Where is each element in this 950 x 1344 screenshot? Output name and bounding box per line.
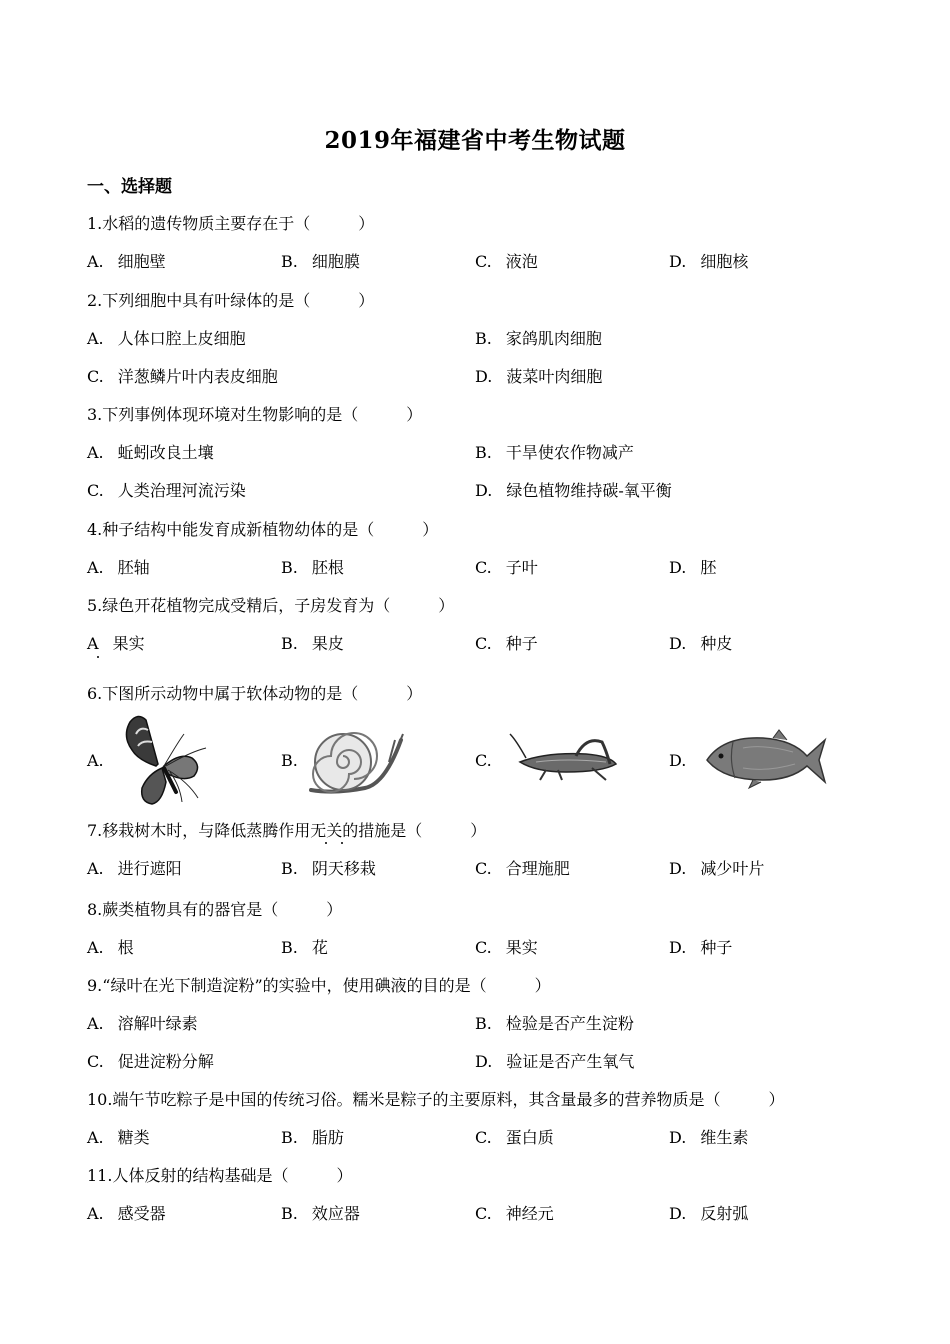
option-letter: D. <box>475 481 493 500</box>
option-text: 检验是否产生淀粉 <box>505 1014 634 1033</box>
option-text: 合理施肥 <box>505 859 570 878</box>
option-letter: C. <box>475 938 492 957</box>
option-letter: A. <box>87 1128 104 1147</box>
question-2-option-c[interactable] <box>87 364 278 387</box>
option-letter: A <box>87 634 99 653</box>
option-letter: D. <box>669 1204 687 1223</box>
question-8: 8.蕨类植物具有的器官是（ ） <box>87 900 343 919</box>
option-text: 糖类 <box>117 1128 150 1147</box>
option-text: 干旱使农作物减产 <box>505 443 634 462</box>
question-6: 6.下图所示动物中属于软体动物的是（ ） <box>87 684 423 703</box>
option-text: 细胞壁 <box>117 252 166 271</box>
question-9-option-c[interactable] <box>87 1049 214 1072</box>
option-letter: B. <box>281 558 298 577</box>
emphasis-dot <box>341 842 343 844</box>
option-letter: C. <box>87 367 104 386</box>
question-6-option-c[interactable] <box>475 751 506 770</box>
section-heading: 一、选择题 <box>87 177 172 197</box>
option-letter: C. <box>475 751 492 770</box>
option-text: 促进淀粉分解 <box>117 1052 214 1071</box>
question-3-option-a[interactable] <box>87 440 214 463</box>
butterfly-icon <box>118 712 213 807</box>
option-letter: D. <box>669 634 687 653</box>
option-text: 细胞核 <box>700 252 749 271</box>
option-letter: D. <box>669 1128 687 1147</box>
option-text: 细胞膜 <box>311 252 360 271</box>
question-10-option-d[interactable] <box>669 1125 748 1148</box>
question-2-option-b[interactable] <box>475 326 602 349</box>
option-text: 种子 <box>505 634 538 653</box>
option-letter: B. <box>281 1204 298 1223</box>
option-letter: B. <box>281 751 298 770</box>
question-6-option-a[interactable] <box>87 751 118 770</box>
question-4-option-d[interactable] <box>669 555 716 578</box>
question-11-option-d[interactable] <box>669 1201 748 1224</box>
option-letter: C. <box>475 1204 492 1223</box>
option-letter: B. <box>475 329 492 348</box>
option-letter: D. <box>475 367 493 386</box>
question-10-option-b[interactable] <box>281 1125 344 1148</box>
option-text: 阴天移栽 <box>311 859 376 878</box>
question-5-option-d[interactable] <box>669 631 732 654</box>
question-5: 5.绿色开花植物完成受精后，子房发育为（ ） <box>87 596 455 615</box>
option-letter: A. <box>87 751 104 770</box>
option-text: 脂肪 <box>311 1128 344 1147</box>
option-letter: D. <box>669 751 687 770</box>
question-11-option-a[interactable] <box>87 1201 166 1224</box>
option-letter: A. <box>87 443 104 462</box>
question-9-option-d[interactable] <box>475 1049 634 1072</box>
option-letter: A. <box>87 252 104 271</box>
question-7-option-c[interactable] <box>475 856 570 879</box>
option-letter: B. <box>281 1128 298 1147</box>
question-1-option-a[interactable] <box>87 249 166 272</box>
question-8-option-a[interactable] <box>87 935 134 958</box>
question-9-option-b[interactable] <box>475 1011 634 1034</box>
question-11-option-b[interactable] <box>281 1201 360 1224</box>
option-letter: D. <box>669 859 687 878</box>
option-text: 种皮 <box>700 634 733 653</box>
option-letter: B. <box>281 634 298 653</box>
question-10-option-c[interactable] <box>475 1125 554 1148</box>
option-text: 胚 <box>700 558 717 577</box>
question-7-option-a[interactable] <box>87 856 182 879</box>
question-8-option-b[interactable] <box>281 935 328 958</box>
option-text: 菠菜叶肉细胞 <box>506 367 603 386</box>
question-4-option-a[interactable] <box>87 555 150 578</box>
question-4: 4.种子结构中能发育成新植物幼体的是（ ） <box>87 520 439 539</box>
option-text: 果皮 <box>311 634 344 653</box>
question-2-option-a[interactable] <box>87 326 246 349</box>
grasshopper-icon <box>506 732 631 782</box>
option-text: 感受器 <box>117 1204 166 1223</box>
option-text: 花 <box>311 938 328 957</box>
question-7-option-d[interactable] <box>669 856 764 879</box>
option-text: 人类治理河流污染 <box>117 481 246 500</box>
question-1-option-b[interactable] <box>281 249 360 272</box>
question-7: 7.移栽树木时，与降低蒸腾作用无关的措施是（ ） <box>87 821 487 840</box>
question-3-option-b[interactable] <box>475 440 634 463</box>
option-letter: A. <box>87 1204 104 1223</box>
option-text: 果实 <box>505 938 538 957</box>
option-text: 反射弧 <box>700 1204 749 1223</box>
option-text: 液泡 <box>505 252 538 271</box>
question-2: 2.下列细胞中具有叶绿体的是（ ） <box>87 291 375 310</box>
question-8-option-c[interactable] <box>475 935 538 958</box>
option-text: 胚根 <box>311 558 344 577</box>
option-letter: C. <box>475 558 492 577</box>
option-letter: A. <box>87 1014 104 1033</box>
question-3-option-d[interactable] <box>475 478 672 501</box>
option-letter: D. <box>475 1052 493 1071</box>
option-letter: D. <box>669 558 687 577</box>
option-text: 家鸽肌肉细胞 <box>505 329 602 348</box>
option-letter: C. <box>87 481 104 500</box>
option-text: 蚯蚓改良土壤 <box>117 443 214 462</box>
question-1: 1.水稻的遗传物质主要存在于（ ） <box>87 214 375 233</box>
question-11: 11.人体反射的结构基础是（ ） <box>87 1166 353 1185</box>
option-text: 根 <box>117 938 134 957</box>
stray-dot <box>97 656 99 658</box>
question-9-option-a[interactable] <box>87 1011 198 1034</box>
option-text: 效应器 <box>311 1204 360 1223</box>
question-10-option-a[interactable] <box>87 1125 150 1148</box>
option-text: 胚轴 <box>117 558 150 577</box>
option-letter: C. <box>475 252 492 271</box>
question-3-option-c[interactable] <box>87 478 246 501</box>
option-text: 减少叶片 <box>700 859 765 878</box>
question-5-option-c[interactable] <box>475 631 538 654</box>
option-letter: C. <box>475 859 492 878</box>
option-text: 验证是否产生氧气 <box>506 1052 635 1071</box>
option-letter: D. <box>669 938 687 957</box>
option-text: 洋葱鳞片叶内表皮细胞 <box>117 367 278 386</box>
option-text: 人体口腔上皮细胞 <box>117 329 246 348</box>
option-letter: A. <box>87 859 104 878</box>
option-text: 维生素 <box>700 1128 749 1147</box>
fish-icon <box>703 728 828 793</box>
option-text: 溶解叶绿素 <box>117 1014 198 1033</box>
question-7-option-b[interactable] <box>281 856 376 879</box>
question-1-option-d[interactable] <box>669 249 748 272</box>
option-letter: B. <box>281 938 298 957</box>
page-title: 2019年福建省中考生物试题 <box>324 127 626 154</box>
option-letter: C. <box>475 1128 492 1147</box>
question-11-option-c[interactable] <box>475 1201 554 1224</box>
option-letter: C. <box>87 1052 104 1071</box>
question-3: 3.下列事例体现环境对生物影响的是（ ） <box>87 405 423 424</box>
option-letter: D. <box>669 252 687 271</box>
option-text: 种子 <box>700 938 733 957</box>
option-letter: A. <box>87 558 104 577</box>
question-10: 10.端午节吃粽子是中国的传统习俗。糯米是粽子的主要原料，其含量最多的营养物质是（ ） <box>87 1090 785 1109</box>
option-letter: B. <box>475 1014 492 1033</box>
question-2-option-d[interactable] <box>475 364 602 387</box>
option-text: 果实 <box>112 634 145 653</box>
option-letter: B. <box>281 252 298 271</box>
question-4-option-c[interactable] <box>475 555 538 578</box>
option-text: 进行遮阳 <box>117 859 182 878</box>
option-text: 子叶 <box>505 558 538 577</box>
snail-icon <box>305 728 405 798</box>
option-letter: C. <box>475 634 492 653</box>
option-letter: A. <box>87 938 104 957</box>
option-letter: A. <box>87 329 104 348</box>
question-5-option-a[interactable] <box>87 631 145 654</box>
option-letter: B. <box>475 443 492 462</box>
question-8-option-d[interactable] <box>669 935 732 958</box>
question-5-option-b[interactable] <box>281 631 344 654</box>
question-9: 9.“绿叶在光下制造淀粉”的实验中，使用碘液的目的是（ ） <box>87 976 551 995</box>
option-text: 绿色植物维持碳-氧平衡 <box>506 481 672 500</box>
emphasis-dot <box>325 842 327 844</box>
question-6-option-d[interactable] <box>669 751 700 770</box>
option-letter: B. <box>281 859 298 878</box>
option-text: 神经元 <box>505 1204 554 1223</box>
question-1-option-c[interactable] <box>475 249 538 272</box>
option-text: 蛋白质 <box>505 1128 554 1147</box>
question-4-option-b[interactable] <box>281 555 344 578</box>
